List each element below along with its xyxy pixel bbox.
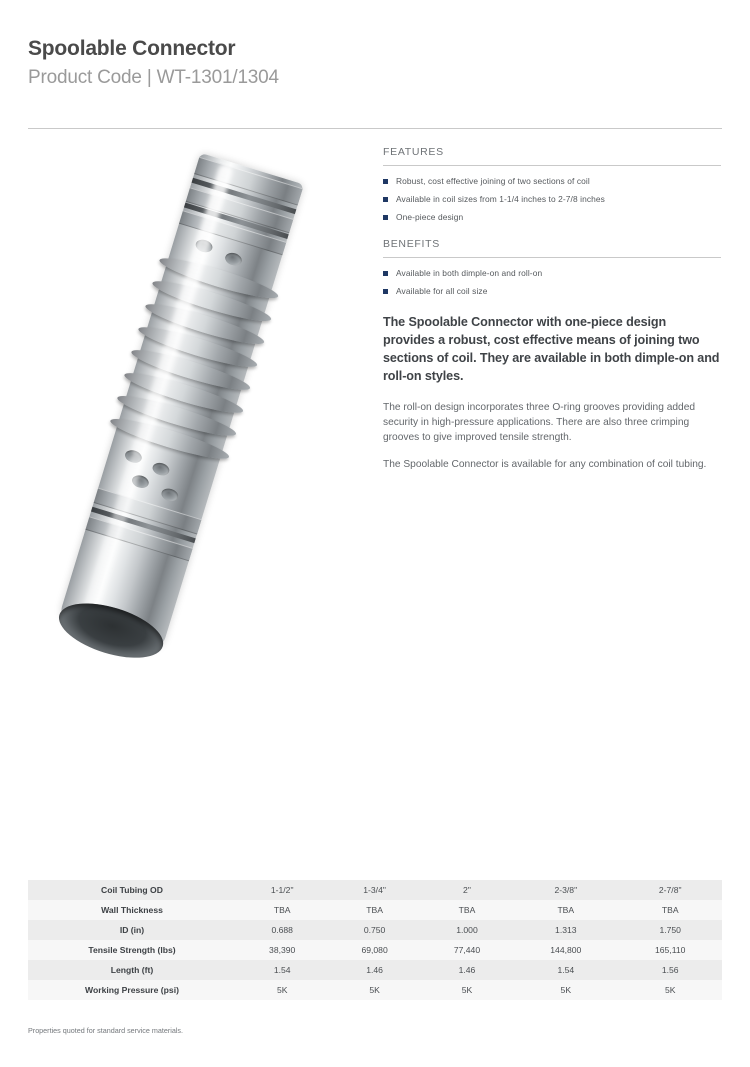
cell: TBA: [661, 905, 679, 915]
cell: TBA: [273, 905, 291, 915]
cell: 0.750: [363, 925, 386, 935]
header-divider: [28, 128, 722, 129]
cell: 1.56: [661, 965, 679, 975]
list-item: Available in coil sizes from 1-1/4 inches to 2-7/8 inches: [383, 193, 721, 206]
description-paragraph-1: The roll-on design incorporates three O-ring grooves providing added security in high-pressure applications. There are also three crimping grooves to give improved tensile strength.: [383, 401, 696, 444]
features-divider: [383, 165, 721, 166]
cell: 165,110: [655, 945, 686, 955]
cell: 5K: [461, 985, 473, 995]
cell: 1-3/4": [363, 885, 386, 895]
row-label: Length (ft): [110, 965, 154, 975]
cell: 5K: [664, 985, 676, 995]
table-row: [28, 960, 722, 980]
cell: 1.46: [458, 965, 476, 975]
table-footnote: Properties quoted for standard service materials.: [28, 1026, 184, 1035]
cell: 0.688: [271, 925, 293, 935]
product-image: [30, 150, 360, 710]
table-row: [28, 900, 722, 920]
list-item: Available for all coil size: [383, 285, 721, 298]
benefits-list: [383, 267, 721, 298]
product-code-subtitle: Product Code | WT-1301/1304: [28, 67, 279, 89]
cell: 1.54: [273, 965, 291, 975]
cell: 1.46: [366, 965, 383, 975]
table-row: [28, 880, 722, 900]
cell: 38,390: [269, 945, 296, 955]
page-title: Spoolable Connector: [28, 37, 236, 60]
cell: TBA: [458, 905, 476, 915]
table-row: [28, 980, 722, 1000]
list-item: Available in both dimple-on and roll-on: [383, 267, 721, 280]
cell: 69,080: [361, 945, 388, 955]
table-row: [28, 940, 722, 960]
cell: 144,800: [550, 945, 582, 955]
features-heading: FEATURES: [383, 146, 444, 158]
benefits-divider: [383, 257, 721, 258]
cell: 1.750: [659, 925, 681, 935]
list-item: One-piece design: [383, 211, 721, 224]
row-label: Coil Tubing OD: [101, 885, 163, 895]
specifications-table: [28, 880, 722, 1000]
cell: 1.54: [557, 965, 575, 975]
row-label: Wall Thickness: [101, 905, 163, 915]
cell: TBA: [557, 905, 575, 915]
description-section: [383, 314, 721, 473]
cell: TBA: [366, 905, 383, 915]
row-label: Tensile Strength (lbs): [88, 945, 176, 955]
list-item: Robust, cost effective joining of two sections of coil: [383, 175, 721, 188]
benefits-section: [383, 238, 721, 298]
cell: 5K: [276, 985, 288, 995]
cell: 5K: [369, 985, 380, 995]
cell: 1-1/2": [270, 885, 294, 895]
benefits-heading: BENEFITS: [383, 238, 440, 251]
cell: 77,440: [453, 945, 481, 955]
cell: 2": [463, 885, 471, 895]
row-label: Working Pressure (psi): [85, 985, 179, 995]
table-row: [28, 920, 722, 940]
row-label: ID (in): [119, 925, 145, 935]
cell: 1.000: [456, 925, 478, 935]
features-list: [383, 175, 721, 224]
cell: 1.313: [555, 925, 577, 935]
features-section: [383, 146, 721, 224]
cell: 5K: [560, 985, 572, 995]
description-paragraph-2: The Spoolable Connector is available for any combination of coil tubing.: [383, 459, 707, 471]
cell: 2-7/8": [658, 885, 682, 895]
content-column: [383, 146, 721, 485]
spoolable-connector-illustration: [0, 123, 376, 712]
cell: 2-3/8": [554, 885, 578, 895]
description-lead: The Spoolable Connector with one-piece design provides a robust, cost effective means of joining two sections of coil. They are available in both dimple-on and roll-on styles.: [383, 315, 720, 383]
document-header: [28, 36, 718, 90]
